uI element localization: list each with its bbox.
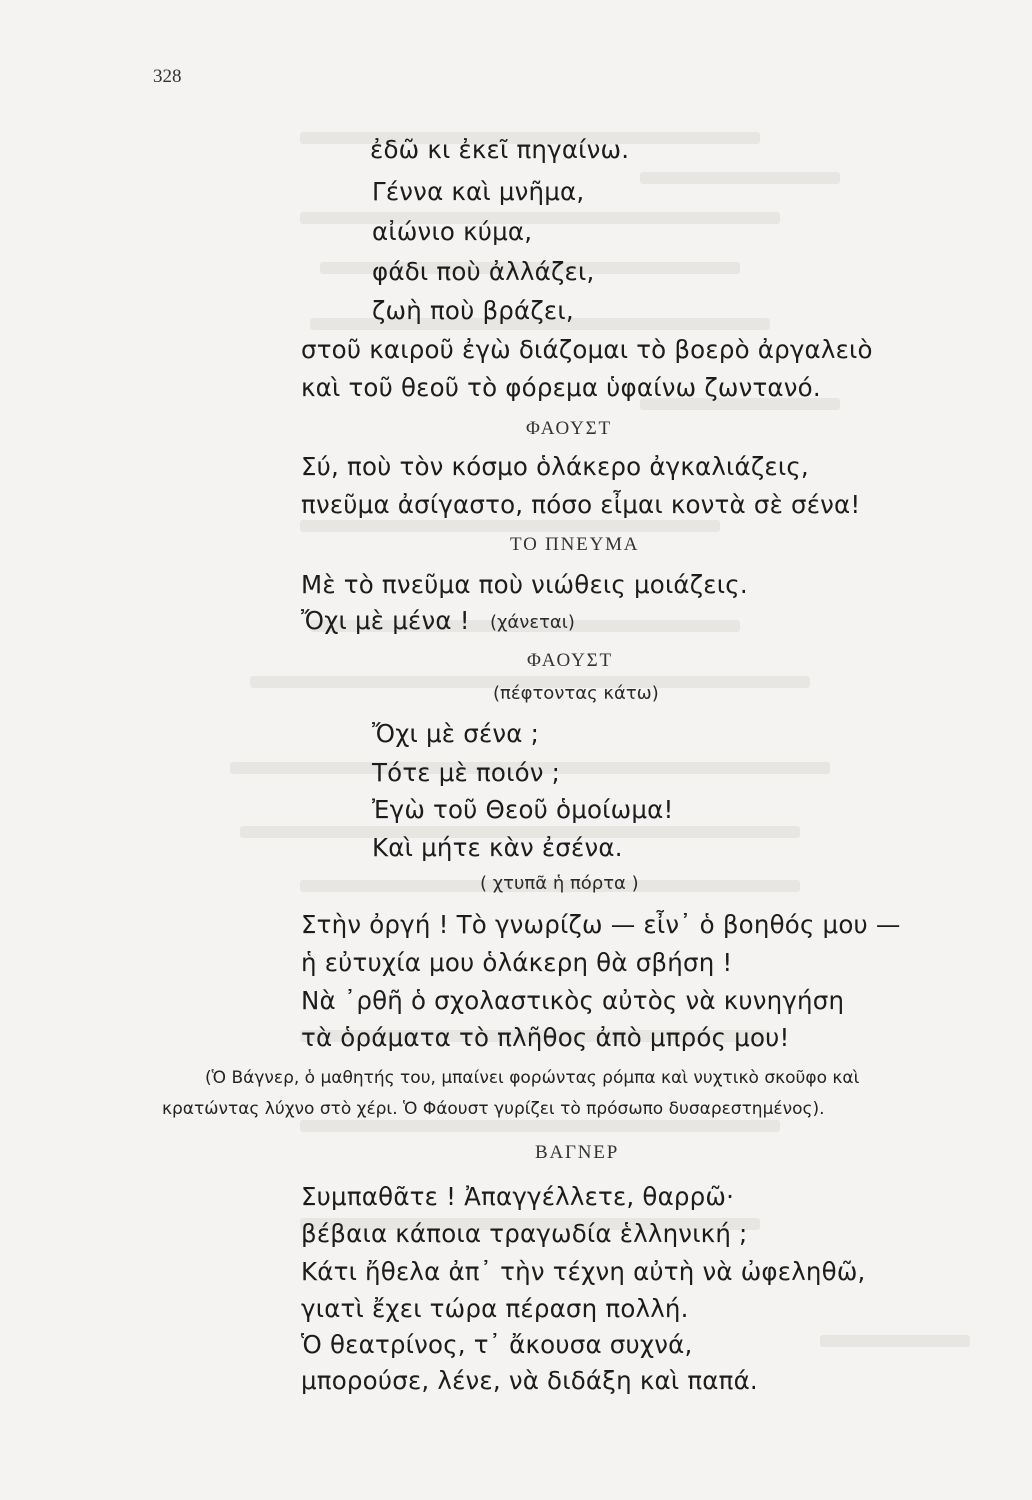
verse-line: Τότε μὲ ποιόν ; [372,758,561,787]
speaker-heading: ΒΑΓΝΕΡ [535,1142,620,1163]
verse-line: τὰ ὁράματα τὸ πλῆθος ἀπὸ μπρός μου! [301,1023,790,1052]
verse-line: ἡ εὐτυχία μου ὁλάκερη θὰ σβήση ! [301,948,733,977]
stage-direction-line: κρατώντας λύχνο στὸ χέρι. Ὁ Φάουστ γυρίζει τὸ πρόσωπο δυσαρεστημένος). [162,1099,825,1119]
verse-line: ἐδῶ κι ἐκεῖ πηγαίνω. [370,135,630,164]
verse-line: φάδι ποὺ ἀλλάζει, [372,257,595,286]
verse-line: ζωὴ ποὺ βράζει, [372,296,574,325]
verse-line: Γέννα καὶ μνῆμα, [372,177,585,206]
verse-line: Νὰ ᾽ρθῆ ὁ σχολαστικὸς αὐτὸς νὰ κυνηγήση [301,986,845,1015]
verse-line: πνεῦμα ἀσίγαστο, πόσο εἶμαι κοντὰ σὲ σένα! [301,490,861,519]
verse-line: Σύ, ποὺ τὸν κόσμο ὁλάκερο ἀγκαλιάζεις, [301,452,809,481]
verse-line: Κάτι ἤθελα ἀπ᾽ τὴν τέχνη αὐτὴ νὰ ὠφεληθῶ, [301,1257,866,1286]
verse-line: Ὁ θεατρίνος, τ᾽ ἄκουσα συχνά, [301,1330,693,1359]
verse-line: Ὄχι μὲ μένα ! [301,606,470,635]
stage-direction: ( χτυπᾶ ἡ πόρτα ) [480,873,639,894]
verse-line: γιατὶ ἔχει τώρα πέραση πολλή. [301,1294,689,1323]
speaker-heading: ΦΑΟΥΣΤ [527,650,613,671]
verse-line: αἰώνιο κύμα, [372,217,533,246]
verse-line: Μὲ τὸ πνεῦμα ποὺ νιώθεις μοιάζεις. [301,570,748,599]
page-number: 328 [153,66,182,87]
verse-line: βέβαια κάποια τραγωδία ἑλληνική ; [301,1219,748,1248]
verse-line: μπορούσε, λένε, νὰ διδάξη καὶ παπά. [301,1366,758,1395]
verse-line: καὶ τοῦ θεοῦ τὸ φόρεμα ὑφαίνω ζωντανό. [301,373,821,402]
verse-line: Καὶ μήτε κὰν ἐσένα. [372,833,623,862]
speaker-heading: ΤΟ ΠΝΕΥΜΑ [510,534,640,555]
verse-line: Ὄχι μὲ σένα ; [372,719,540,748]
verse-line: Συμπαθᾶτε ! Ἀπαγγέλλετε, θαρρῶ· [301,1182,735,1211]
stage-direction-line: (Ὁ Βάγνερ, ὁ μαθητής του, μπαίνει φορώντας ρόμπα καὶ νυχτικὸ σκοῦφο καὶ [205,1068,860,1088]
stage-direction: (πέφτοντας κάτω) [493,683,659,704]
verse-line: στοῦ καιροῦ ἐγὼ διάζομαι τὸ βοερὸ ἀργαλειὸ [301,335,873,364]
stage-direction: (χάνεται) [490,612,575,633]
verse-line: Ἐγὼ τοῦ Θεοῦ ὁμοίωμα! [372,795,674,824]
speaker-heading: ΦΑΟΥΣΤ [526,418,612,439]
verse-line: Στὴν ὀργή ! Τὸ γνωρίζω — εἶν᾽ ὁ βοηθός μου — [301,910,901,939]
